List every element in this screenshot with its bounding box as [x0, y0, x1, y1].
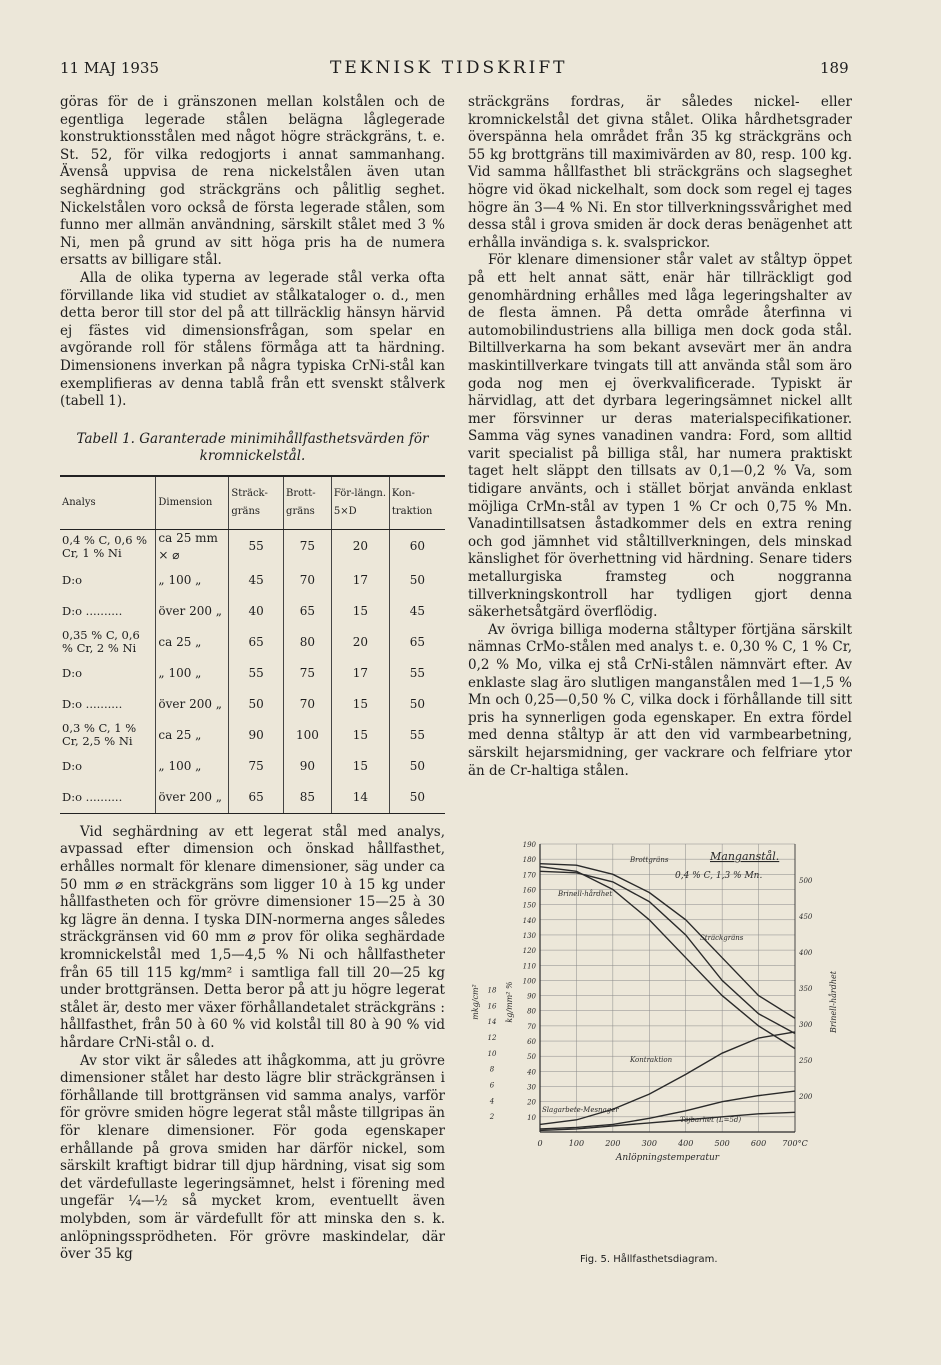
y-tick-label: 90: [527, 992, 536, 1001]
series-line: [540, 864, 795, 1019]
x-tick-label: 600: [750, 1139, 767, 1148]
paragraph: Av övriga billiga moderna ståltyper förtjäna särskilt nämnas CrMo-stålen med analys t. e. 0,30 % C, 1 % Cr, 0,2 % Mo, vilka ej stå CrNi-stålen nämnvärt efter. Av enklaste slag äro slutligen manganstålen med 1—1,5 % Mn och 0,25—0,50 % C, vilka dock i förhållande till sitt pris ha synnerligen goda egenskaper. En extra fördel med denna ståltyp är att den vid varmbearbetning, särskilt hejarsmidning, ger vackrare och felfriare ytor än de Cr-haltiga stålen.: [468, 621, 852, 779]
x-tick-label: 0: [537, 1139, 543, 1148]
col-header: Dimension: [156, 476, 229, 530]
table-row: 0,4 % C, 0,6 % Cr, 1 % Ni ca 25 mm × ⌀ 55 75 20 60: [60, 529, 445, 565]
y-tick-label: 30: [527, 1083, 536, 1092]
y-tick-label: 160: [522, 886, 536, 895]
strength-table: [60, 475, 445, 814]
y-tick-label: 70: [527, 1022, 536, 1031]
label-kontraktion: Kontraktion: [630, 1056, 673, 1064]
right-tick-label: 400: [799, 949, 813, 957]
table-row: 0,3 % C, 1 % Cr, 2,5 % Ni ca 25 „ 90 100 15 55: [60, 720, 445, 751]
inner-tick-label: 4: [489, 1097, 495, 1106]
issue-date: 11 MAJ 1935: [60, 59, 160, 77]
inner-tick-label: 14: [487, 1018, 497, 1027]
col-header: Sträck-gräns: [229, 476, 284, 530]
x-axis-label: Anlöpningstemperatur: [615, 1153, 720, 1162]
figure-caption: Fig. 5. Hållfasthetsdiagram.: [580, 1254, 718, 1265]
y-tick-label: 10: [527, 1113, 536, 1122]
right-tick-label: 450: [799, 913, 813, 921]
right-tick-label: 350: [799, 985, 813, 993]
paragraph: sträckgräns fordras, är således nickel- eller kromnickelstål det givna stålet. Olika hårdhetsgrader överspänna hela området från 35 kg sträckgräns och 55 kg brottgräns till maximivärden av 80, resp. 100 kg. Vid samma hållfasthet bli sträckgräns och slagseghet högre vid ökad nickelhalt, som dock som regel ej tages högre än 3—4 % Ni. En stor tillverkningssvårighet med dessa stål i grova smiden är dock deras benägenhet att erhålla invändiga s. k. svalsprickor.: [468, 94, 852, 251]
y-tick-label: 110: [522, 962, 536, 971]
y-tick-label: 40: [527, 1068, 536, 1077]
journal-title: TEKNISK TIDSKRIFT: [330, 58, 568, 78]
x-tick-label: 300: [641, 1139, 657, 1148]
y-tick-label: 180: [522, 856, 536, 865]
label-tojbarhet: Töjbarhet (L=5d): [680, 1116, 742, 1124]
y-tick-label: 140: [522, 916, 536, 925]
y-tick-label: 130: [522, 931, 536, 940]
col-header: Analys: [60, 476, 156, 530]
inner-tick-label: 8: [489, 1065, 495, 1074]
table-row: D:o „ 100 „ 75 90 15 50: [60, 751, 445, 782]
inner-tick-label: 2: [489, 1113, 495, 1122]
chart-title: Manganstål.: [710, 850, 780, 863]
paragraph: För klenare dimensioner står valet av ståltyp öppet på ett helt annat sätt, enär här tillräckligt god genomhärdning erhålles med låga legeringshalter av de flesta ämnen. På detta område återfinna vi automobilindustriens alla billiga men dock goda stål. Biltillverkarna ha som bekant avsevärt mer än andra maskintillverkare tvingats till att använda stål som äro goda nog men ej överkvalificerade. Typiskt är härvidlag, att det dyrbara legeringsämnet nickel allt mer försvinner ur deras materialspecifikationer. Samma väg synes vanadinen vandra: Ford, som alltid varit specialist på billiga stål, har numera praktiskt taget helt släppt den tillsats av 0,1—0,2 % Va, som tidigare använts, och i stället börjat använda enklast möjliga CrMn-stål av typen 1 % Cr och 0,75 % Mn. Vanadintillsatsen åstadkommer dels en extra rening och god jämnhet vid ståltillverkningen, dels minskad känslighet för överhettning vid härdning. Senare tiders metallurgiska framsteg och noggranna tillverkningskontroll har tydligen gjort denna säkerhetsåtgärd överflödig.: [468, 252, 852, 621]
label-slagarbete: Slagarbete-Mesnager: [542, 1106, 619, 1114]
y-tick-label: 120: [522, 947, 536, 956]
y-tick-label: 100: [522, 977, 536, 986]
inner-tick-label: 6: [489, 1081, 495, 1090]
table-caption: Tabell 1. Garanterade minimihållfasthetsvärden för kromnickelstål.: [76, 430, 429, 464]
label-brottgrans: Brottgräns: [630, 856, 669, 864]
inner-tick-label: 18: [487, 986, 497, 995]
x-tick-label: 700°C: [782, 1139, 808, 1148]
y-tick-label: 80: [527, 1007, 536, 1016]
right-column: [468, 94, 852, 780]
table-row: D:o „ 100 „ 55 75 17 55: [60, 658, 445, 689]
y-tick-label: 190: [522, 841, 536, 849]
inner-tick-label: 16: [487, 1002, 497, 1011]
table-row: D:o „ 100 „ 45 70 17 50: [60, 565, 445, 596]
y-tick-label: 50: [527, 1053, 536, 1062]
col-header: Brott-gräns: [284, 476, 332, 530]
right-tick-label: 300: [799, 1021, 813, 1029]
right-tick-label: 250: [799, 1057, 813, 1065]
x-tick-label: 100: [568, 1139, 585, 1148]
inner-tick-label: 10: [487, 1049, 497, 1058]
label-strackgrans: Sträckgräns: [700, 934, 744, 942]
left-column: [60, 94, 445, 1264]
right-tick-label: 200: [799, 1093, 813, 1101]
right-axis-label: Brinell-hårdhet: [829, 971, 838, 1033]
table-row: D:o .......... över 200 „ 50 70 15 50: [60, 689, 445, 720]
inner-tick-label: 12: [487, 1033, 497, 1042]
right-tick-label: 500: [799, 877, 813, 885]
left-axis-label: kg/mm² %: [505, 981, 514, 1023]
inner-axis-label: mkg/cm²: [471, 984, 480, 1020]
label-brinell: Brinell-hårdhet: [558, 890, 613, 898]
y-tick-label: 60: [527, 1038, 536, 1047]
paragraph: Alla de olika typerna av legerade stål verka ofta förvillande lika vid studiet av stålkataloger o. d., men detta beror till stor del på att tillräcklig hänsyn härvid ej fästes vid dimensionsfrågan, som spelar en avgörande roll för stålens förmåga att ta härdning. Dimensionens inverkan på några typiska CrNi-stål kan exemplifieras av denna tablå från ett svenskt stålverk (tabell 1).: [60, 269, 445, 410]
table-row: 0,35 % C, 0,6 % Cr, 2 % Ni ca 25 „ 65 80 20 65: [60, 627, 445, 658]
x-tick-label: 200: [605, 1139, 621, 1148]
col-header: Kon-traktion: [389, 476, 445, 530]
paragraph: Av stor vikt är således att ihågkomma, att ju grövre dimensioner stålet har desto lägre blir sträckgränsen i förhållande till brottgränsen vid samma analys, varför för grövre smiden högre legerat stål måste tillgripas än för klenare dimensioner. För goda egenskaper erhållande på grova smiden har därför nickel, som särskilt kraftigt bidrar till djup härdning, visat sig som det värdefullaste legeringsämnet, helst i förening med ungefär ¼—½ så mycket krom, eventuellt även molybden, som är värdefullt för att minska den s. k. anlöpningssprödheten. För grövre maskindelar, där över 35 kg: [60, 1052, 445, 1263]
y-tick-label: 20: [527, 1098, 536, 1107]
paragraph: Vid seghärdning av ett legerat stål med analys, avpassad efter dimension och önskad hållfasthet, erhålles normalt för klenare dimensioner, säg under ca 50 mm ⌀ en sträckgräns som ligger 10 à 15 kg under hållfastheten och för grövre dimensioner 15—25 à 30 kg lägre än denna. I tyska DIN-normerna anges således sträckgränsen vid 60 mm ⌀ prov för olika seghärdade kromnickelstål med 1,5—4,5 % Ni och hållfastheter från 65 till 115 kg/mm² i samtliga fall till 20—25 kg under brottgränsen. Detta beror på att ju högre legerat stålet är, desto mer växer förhållandetalet sträckgräns : hållfasthet, från 50 à 60 % vid kolstål till 80 à 90 % vid hårdare CrNi-stål o. d.: [60, 823, 445, 1051]
x-tick-label: 500: [714, 1139, 730, 1148]
table-row: D:o .......... över 200 „ 65 85 14 50: [60, 782, 445, 814]
chart-subtitle: 0,4 % C, 1,3 % Mn.: [675, 871, 763, 881]
y-tick-label: 170: [522, 871, 536, 880]
x-tick-label: 400: [678, 1139, 694, 1148]
y-tick-label: 150: [522, 901, 536, 910]
paragraph: göras för de i gränszonen mellan kolstålen och de egentliga legerade stålen belägna låglegerade konstruktionsstålen med något högre sträckgräns, t. e. St. 52, för vilka redogjorts i annat sammanhang. Ävenså uppvisa de rena nickelstålen även utan seghärdning god sträckgräns och pålitlig seghet. Nickelstålen voro också de första legerade stålen, som funno mer allmän användning, särskilt stålet med 3 % Ni, men på grund av sitt höga pris ha de numera ersatts av billigare stål.: [60, 94, 445, 269]
col-header: För-längn. 5×D: [331, 476, 389, 530]
strength-diagram: [470, 832, 850, 1162]
page-number: 189: [820, 59, 849, 77]
table-row: D:o .......... över 200 „ 40 65 15 45: [60, 596, 445, 627]
